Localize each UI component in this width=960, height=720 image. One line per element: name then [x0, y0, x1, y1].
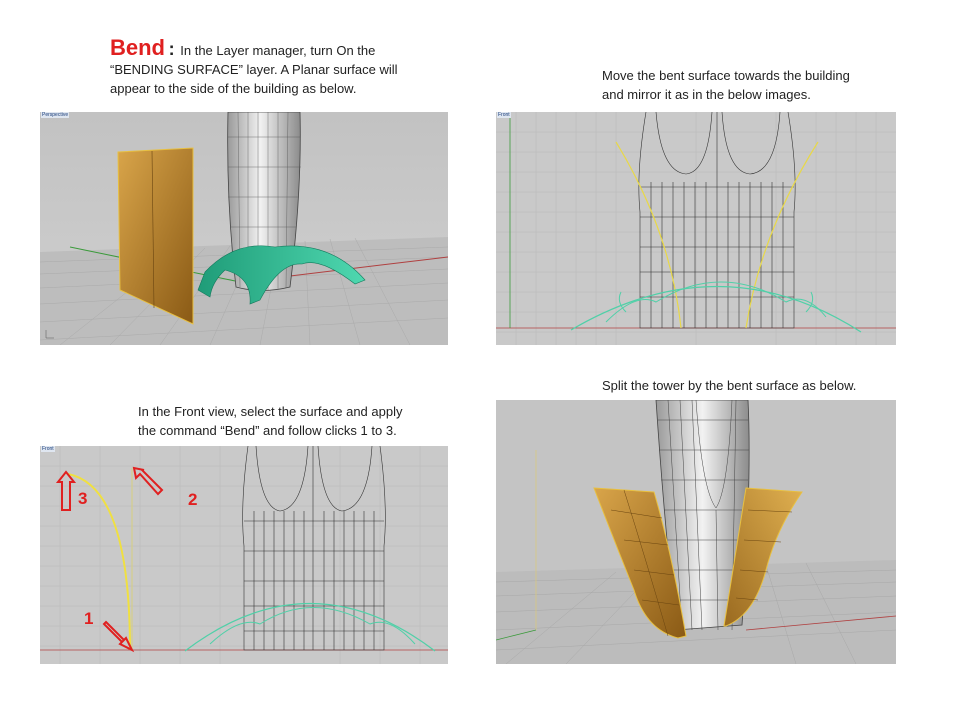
perspective-scene-1: [40, 112, 448, 345]
bend-text-line1: In the Layer manager, turn On the: [180, 43, 376, 58]
mirror-text-line2: and mirror it as in the below images.: [602, 87, 811, 102]
bend-colon: :: [168, 39, 175, 59]
step-label-2: 2: [188, 490, 198, 509]
perspective-viewport-split[interactable]: [496, 400, 896, 664]
perspective-scene-2: [496, 400, 896, 664]
bend-instruction: [110, 35, 440, 98]
viewport-label[interactable]: Front: [498, 112, 510, 118]
front-text-line2: the command “Bend” and follow clicks 1 to 3.: [138, 423, 397, 438]
bend-title: Bend: [110, 35, 165, 60]
front-scene-1: [496, 112, 896, 345]
front-scene-2: [40, 446, 448, 664]
step-label-3: 3: [78, 489, 88, 508]
bend-text-line3: appear to the side of the building as below.: [110, 81, 357, 96]
mirror-instruction: [602, 66, 922, 104]
front-view-instruction: [138, 402, 458, 440]
front-viewport-bend-steps[interactable]: [40, 446, 448, 664]
step-label-1: 1: [84, 609, 94, 628]
bend-text-line2: “BENDING SURFACE” layer. A Planar surface will: [110, 62, 398, 77]
mirror-text-line1: Move the bent surface towards the building: [602, 68, 850, 83]
front-text-line1: In the Front view, select the surface and apply: [138, 404, 403, 419]
split-instruction: [602, 376, 922, 395]
viewport-label[interactable]: Perspective: [42, 112, 69, 118]
viewport-label[interactable]: Front: [42, 446, 54, 452]
split-text-line1: Split the tower by the bent surface as below.: [602, 378, 857, 393]
front-viewport-mirrored[interactable]: [496, 112, 896, 345]
background-grid: [496, 112, 896, 345]
perspective-viewport-planar[interactable]: [40, 112, 448, 345]
